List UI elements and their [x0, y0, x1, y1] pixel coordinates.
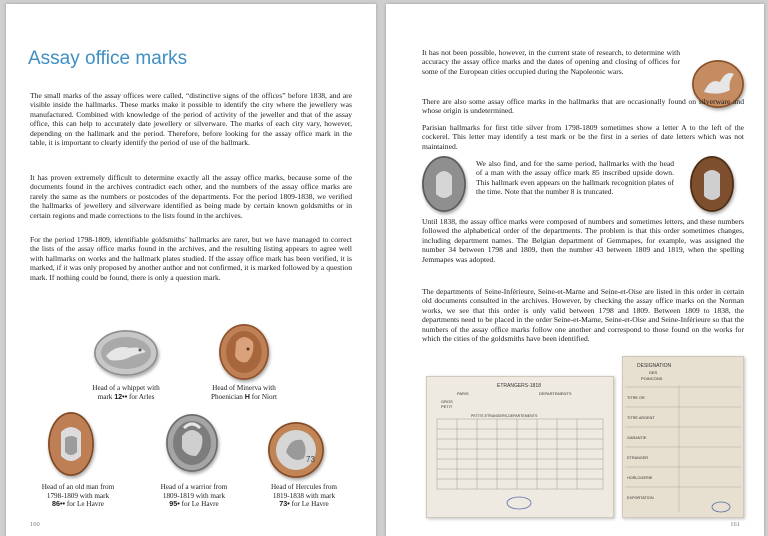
paragraph-2: There are also some assay office marks in the hallmarks that are occasionally found on silverware and whose origin is undetermined.: [422, 97, 744, 116]
paragraph-6: The departments of Seine-Inférieure, Seine-et-Marne and Seine-et-Oise are listed in this order in certain old documents consulted in the archives. However, by checking the assay office marks on the Norman works, we see that this order is only valid between 1798 and 1809. Between 1809 to 1838, the departments need to be placed in the order Seine-et-Marne, Seine-et-Oise and Seine-Inférieure so that the numbers of the assay office marks follow one another and correspond to those found on the works for which the cities of the goldsmiths have been identified.: [422, 287, 744, 344]
doc2-heading: DESIGNATION: [637, 363, 672, 369]
doc2-label: TITRE OR: [627, 396, 645, 400]
caption-line: Head of an old man from: [41, 483, 115, 491]
caption-line: Head of a whippet with: [92, 384, 160, 392]
paragraph-3: Parisian hallmarks for first title silver from 1798-1809 sometimes show a letter A to the left of the cockerel. This letter may identify a test mark or be the first in a series of date letters which was not maintained.: [422, 123, 744, 151]
caption-line: for Arles: [127, 392, 155, 401]
doc2-label: HORLOGERIE: [627, 476, 653, 480]
doc2-sub2: POINCONS: [641, 376, 663, 381]
designation-poincons-document-image: [622, 356, 744, 518]
doc-heading: ETRANGERS-1818: [497, 383, 541, 389]
caption-line: Phoenician: [210, 392, 245, 401]
caption-line: for Niort: [249, 392, 278, 401]
paragraph-2: It has proven extremely difficult to determine exactly all the assay office marks, because some of the documents found in the archives contradict each other, and the numbers of the assay office marks are rarely the same as the numbers or postcodes of the departments. For the period 1809-1838, we verified the hallmarks of jewellery and silverware identified as being made by certain known goldsmiths or in certain regions and made corrections to the lists found in the archives.: [30, 173, 352, 220]
warrior-hallmark-image: [166, 414, 218, 472]
right-page: [386, 4, 764, 536]
doc-row-a: GROS: [441, 399, 453, 404]
caption-line: Head of Minerva with: [212, 384, 276, 392]
paragraph-1: It has not been possible, however, in the current state of research, to determine with accuracy the assay office marks and the dates of opening and closing of offices for some of the European cities occupied during the Napoleonic wars.: [422, 48, 680, 76]
paragraph-1: The small marks of the assay offices were called, “distinctive signs of the offices” before 1838, and are visible inside the hallmarks. These marks make it possible to identify the city where the jewellery was manufactured. Combined with knowledge of the period of activity of the jeweller and that of the assay office, this can help to accurately date jewellery or silverware. The marks of each city vary, however, depending on the hallmark and the period. Therefore, before looking for the assay office mark in the table, it is important to clearly identify the period of use of the hallmark.: [30, 91, 352, 148]
caption-line: 1819-1838 with mark: [272, 491, 336, 500]
caption-warrior: [142, 483, 246, 509]
caption-line: 1809-1819 with mark: [162, 491, 226, 500]
man-head-hallmark-image-2: [690, 156, 734, 212]
mark-label: H: [244, 391, 250, 401]
caption-whippet: [78, 384, 174, 401]
caption-hercules: [252, 483, 356, 509]
doc-col-b: DEPARTEMENTS: [539, 391, 572, 396]
hercules-hallmark-image: [268, 422, 324, 478]
caption-line: Head of a warrior from: [160, 483, 228, 491]
paragraph-4: We also find, and for the same period, hallmarks with the head of a man with the assay office mark 85 inscribed upside down. This hallmark even appears on the hallmark recognition plates of the time. Note that the number 8 is truncated.: [476, 159, 674, 197]
mark-label: 12••: [114, 391, 128, 401]
svg-text:73: 73: [306, 455, 315, 464]
man-head-hallmark-image: [422, 156, 466, 212]
doc2-label: ETRANGER: [627, 456, 649, 460]
mark-label: 73•: [279, 499, 290, 509]
left-page: [6, 4, 376, 536]
paragraph-5: Until 1838, the assay office marks were composed of numbers and sometimes letters, and these numbers followed the alphabetical order of the departments. The problem is that this order sometimes changes, including department names. The Belgian department of Gemmapes, for example, was assigned the number 34 between 1798 and 1809, then the number 43 between 1809 and 1819, when the spelling Jemmapes was adopted.: [422, 217, 744, 264]
caption-line: for Le Havre: [65, 500, 104, 509]
etrangers-table-document-image: [426, 376, 614, 518]
caption-line: for Le Havre: [289, 500, 329, 509]
caption-old-man: [26, 483, 130, 509]
whippet-hallmark-image: [94, 330, 158, 376]
page-number-right: 161: [730, 521, 740, 528]
page-title: Assay office marks: [28, 48, 188, 69]
mark-label: 95•: [169, 499, 180, 509]
doc-sub: PETITS ETRANGERS-DEPARTEMENTS: [471, 414, 538, 418]
mark-label: 86••: [52, 499, 66, 509]
doc-col-a: PARIS: [457, 391, 469, 396]
doc2-sub1: DES: [649, 370, 658, 375]
caption-line: 1798-1809 with mark: [46, 491, 110, 500]
doc2-label: GARANTIE: [627, 436, 647, 440]
caption-line: Head of Hercules from: [270, 483, 338, 491]
caption-line: mark: [97, 392, 115, 401]
doc2-label: TITRE ARGENT: [627, 416, 655, 420]
doc2-label: EXPORTATION: [627, 496, 654, 500]
caption-line: for Le Havre: [179, 500, 219, 509]
minerva-hallmark-image: [219, 324, 269, 380]
old-man-hallmark-image: [48, 412, 94, 476]
doc-row-b: PETIT: [441, 404, 453, 409]
page-number-left: 160: [30, 521, 40, 528]
paragraph-3: For the period 1798-1809, identifiable goldsmiths’ hallmarks are rarer, but we have managed to correct the lists of the assay office marks found in the archives, and the resulting listing appears to agree well with hallmarks on works and the hallmark plates studied. If the assay office mark has been verified, it is marked, if it was only proposed by another author and not confirmed, it is marked followed by a question mark. If nothing could be found, there is only a question mark.: [30, 235, 352, 282]
caption-minerva: [196, 384, 292, 401]
